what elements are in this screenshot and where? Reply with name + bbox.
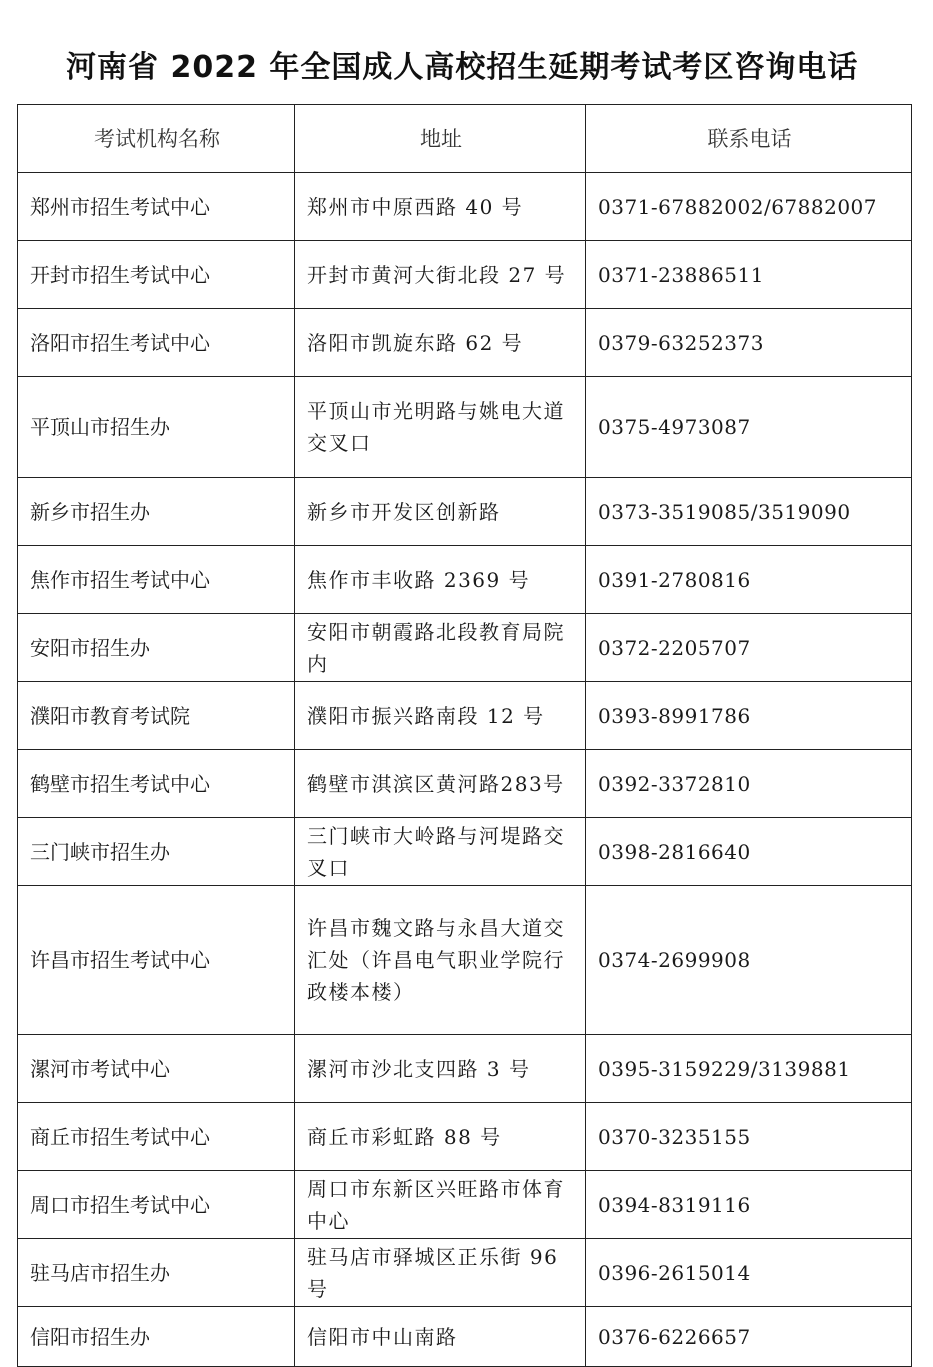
institution-name: 周口市招生考试中心	[18, 1171, 295, 1239]
table-row	[18, 377, 912, 478]
phone-number: 0373-3519085/3519090	[586, 478, 912, 546]
table-row	[18, 1103, 912, 1171]
address: 商丘市彩虹路 88 号	[295, 1103, 586, 1171]
table-row	[18, 750, 912, 818]
phone-number: 0371-67882002/67882007	[586, 173, 912, 241]
table-row	[18, 241, 912, 309]
address: 信阳市中山南路	[295, 1307, 586, 1367]
table-row	[18, 1307, 912, 1367]
address: 周口市东新区兴旺路市体育中心	[295, 1171, 586, 1239]
address: 安阳市朝霞路北段教育局院内	[295, 614, 586, 682]
page-title: 河南省 2022 年全国成人高校招生延期考试考区咨询电话	[66, 50, 859, 85]
institution-name: 信阳市招生办	[18, 1307, 295, 1367]
phone-number: 0372-2205707	[586, 614, 912, 682]
contact-table	[17, 104, 912, 1367]
address: 鹤壁市淇滨区黄河路283号	[295, 750, 586, 818]
phone-number: 0376-6226657	[586, 1307, 912, 1367]
phone-number: 0371-23886511	[586, 241, 912, 309]
institution-name: 洛阳市招生考试中心	[18, 309, 295, 377]
table-header-row	[18, 105, 912, 173]
institution-name: 平顶山市招生办	[18, 377, 295, 478]
phone-number: 0398-2816640	[586, 818, 912, 886]
phone-number: 0375-4973087	[586, 377, 912, 478]
table-row	[18, 1035, 912, 1103]
phone-number: 0394-8319116	[586, 1171, 912, 1239]
phone-number: 0391-2780816	[586, 546, 912, 614]
phone-number: 0379-63252373	[586, 309, 912, 377]
institution-name: 安阳市招生办	[18, 614, 295, 682]
address: 开封市黄河大街北段 27 号	[295, 241, 586, 309]
phone-number: 0395-3159229/3139881	[586, 1035, 912, 1103]
institution-name: 开封市招生考试中心	[18, 241, 295, 309]
institution-name: 商丘市招生考试中心	[18, 1103, 295, 1171]
table-row	[18, 309, 912, 377]
table-row	[18, 546, 912, 614]
header-institution-name: 考试机构名称	[18, 105, 295, 173]
phone-number: 0374-2699908	[586, 886, 912, 1035]
table-row	[18, 173, 912, 241]
institution-name: 鹤壁市招生考试中心	[18, 750, 295, 818]
address: 新乡市开发区创新路	[295, 478, 586, 546]
institution-name: 郑州市招生考试中心	[18, 173, 295, 241]
institution-name: 漯河市考试中心	[18, 1035, 295, 1103]
phone-number: 0393-8991786	[586, 682, 912, 750]
table-row	[18, 478, 912, 546]
address: 许昌市魏文路与永昌大道交汇处（许昌电气职业学院行政楼本楼）	[295, 886, 586, 1035]
header-phone: 联系电话	[586, 105, 912, 173]
address: 驻马店市驿城区正乐街 96 号	[295, 1239, 586, 1307]
address: 焦作市丰收路 2369 号	[295, 546, 586, 614]
table-row	[18, 1239, 912, 1307]
phone-number: 0396-2615014	[586, 1239, 912, 1307]
table-row	[18, 682, 912, 750]
table-row	[18, 886, 912, 1035]
phone-number: 0392-3372810	[586, 750, 912, 818]
address: 洛阳市凯旋东路 62 号	[295, 309, 586, 377]
table-row	[18, 818, 912, 886]
institution-name: 驻马店市招生办	[18, 1239, 295, 1307]
address: 郑州市中原西路 40 号	[295, 173, 586, 241]
institution-name: 新乡市招生办	[18, 478, 295, 546]
address: 漯河市沙北支四路 3 号	[295, 1035, 586, 1103]
header-address: 地址	[295, 105, 586, 173]
address: 平顶山市光明路与姚电大道交叉口	[295, 377, 586, 478]
phone-number: 0370-3235155	[586, 1103, 912, 1171]
institution-name: 焦作市招生考试中心	[18, 546, 295, 614]
address: 三门峡市大岭路与河堤路交叉口	[295, 818, 586, 886]
table-row	[18, 1171, 912, 1239]
table-row	[18, 614, 912, 682]
institution-name: 濮阳市教育考试院	[18, 682, 295, 750]
institution-name: 三门峡市招生办	[18, 818, 295, 886]
address: 濮阳市振兴路南段 12 号	[295, 682, 586, 750]
institution-name: 许昌市招生考试中心	[18, 886, 295, 1035]
